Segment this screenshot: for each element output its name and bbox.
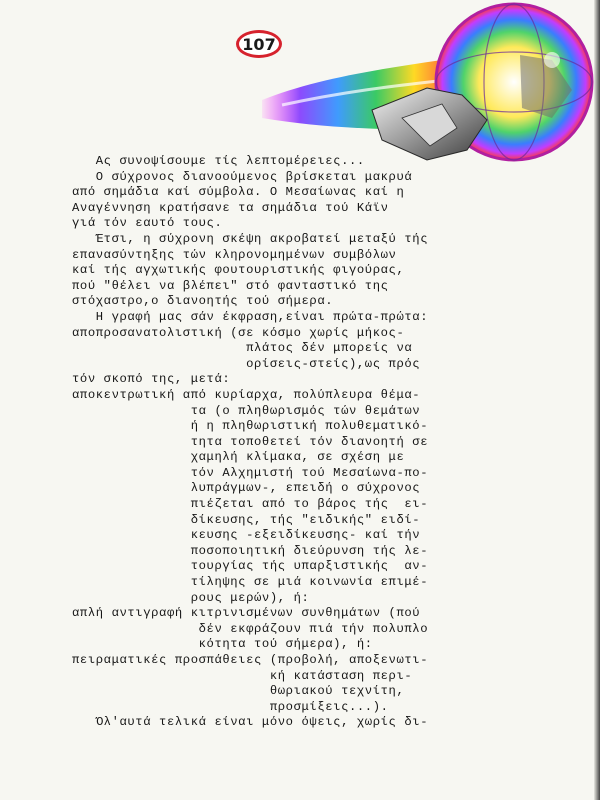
text-line: γιά τόν εαυτό τους. <box>72 216 223 231</box>
page-number: 107 <box>242 34 276 54</box>
text-line: θωριακού τεχνίτη, <box>72 684 405 699</box>
text-line: δέν εκφράζουν πιά τήν πολυπλο <box>72 621 429 636</box>
text-line: Η γραφή μας σάν έκφραση,είναι πρώτα-πρώτα: <box>72 309 429 324</box>
text-line: πιέζεται από το βάρος τής ει- <box>72 497 429 512</box>
text-line: τίληψης σε μιά κοινωνία επιμέ- <box>72 575 429 590</box>
text-line: αποπροσανατολιστική (σε κόσμο χωρίς μήκος- <box>72 325 405 340</box>
text-line: Έτσι, η σύχρονη σκέψη ακροβατεί μεταξύ τής <box>72 231 429 246</box>
text-line: τα (ο πληθωρισμός τών θεμάτων <box>72 403 421 418</box>
text-line: Ας συνοψίσουμε τίς λεπτομέρειες... <box>72 154 365 168</box>
text-line: ορίσεις-στείς),ως πρός <box>72 356 421 371</box>
text-line: ποσοποιητική διεύρυνση τής λε- <box>72 543 429 558</box>
text-line: επανασύντηξης τών κληρονομημένων συμβόλων <box>72 247 397 262</box>
text-line: ρους μερών), ή: <box>72 590 310 605</box>
text-line: πού "θέλει να βλέπει" στό φανταστικό της <box>72 278 389 293</box>
text-line: τόν σκοπό της, μετά: <box>72 372 231 387</box>
text-line: προσμίξεις...). <box>72 699 389 714</box>
text-line: τόν Αλχημιστή τού Μεσαίωνα-πο- <box>72 465 429 480</box>
text-line: απλή αντιγραφή κιτρινισμένων συνθημάτων (πού <box>72 606 421 621</box>
text-line: λυπράγμων-, επειδή ο σύχρονος <box>72 481 421 496</box>
text-line: πειραματικές προσπάθειες (προβολή, αποξενωτι- <box>72 653 429 667</box>
text-line: δίκευσης, τής "ειδικής" ειδί- <box>72 512 421 527</box>
text-line: Ο σύχρονος διανοούμενος βρίσκεται μακρυά <box>72 169 413 184</box>
text-line: χαμηλή κλίμακα, σε σχέση με <box>72 450 405 465</box>
text-line: κότητα τού σήμερα), ή: <box>72 637 373 652</box>
text-line: τητα τοποθετεί τόν διανοητή σε <box>72 434 429 449</box>
text-line: πλάτος δέν μπορείς να <box>72 341 413 356</box>
text-line: στόχαστρο,ο διανοητής τού σήμερα. <box>72 294 334 309</box>
text-line: από σημάδια καί σύμβολα. Ο Μεσαίωνας καί η <box>72 185 405 200</box>
text-line: καί τής αγχωτικής φουτουριστικής φιγούρας, <box>72 263 405 278</box>
text-line: Όλ'αυτά τελικά είναι μόνο όψεις, χωρίς δι- <box>72 715 429 730</box>
page-edge-shadow <box>594 0 600 800</box>
body-text <box>72 154 562 731</box>
text-line: κή κατάσταση περι- <box>72 668 413 683</box>
text-line: ή η πληθωριστική πολυθεματικό- <box>72 419 429 434</box>
text-line: τουργίας τής υπαρξιστικής αν- <box>72 559 429 574</box>
text-line: κευσης -εξειδίκευσης- καί τήν <box>72 528 421 543</box>
rainbow-globe-illustration <box>252 0 600 178</box>
text-line: Αναγέννηση κρατήσανε τα σημάδια τού Κάϊν <box>72 200 389 215</box>
text-line: αποκεντρωτική από κυρίαρχα, πολύπλευρα θέμα- <box>72 387 421 402</box>
